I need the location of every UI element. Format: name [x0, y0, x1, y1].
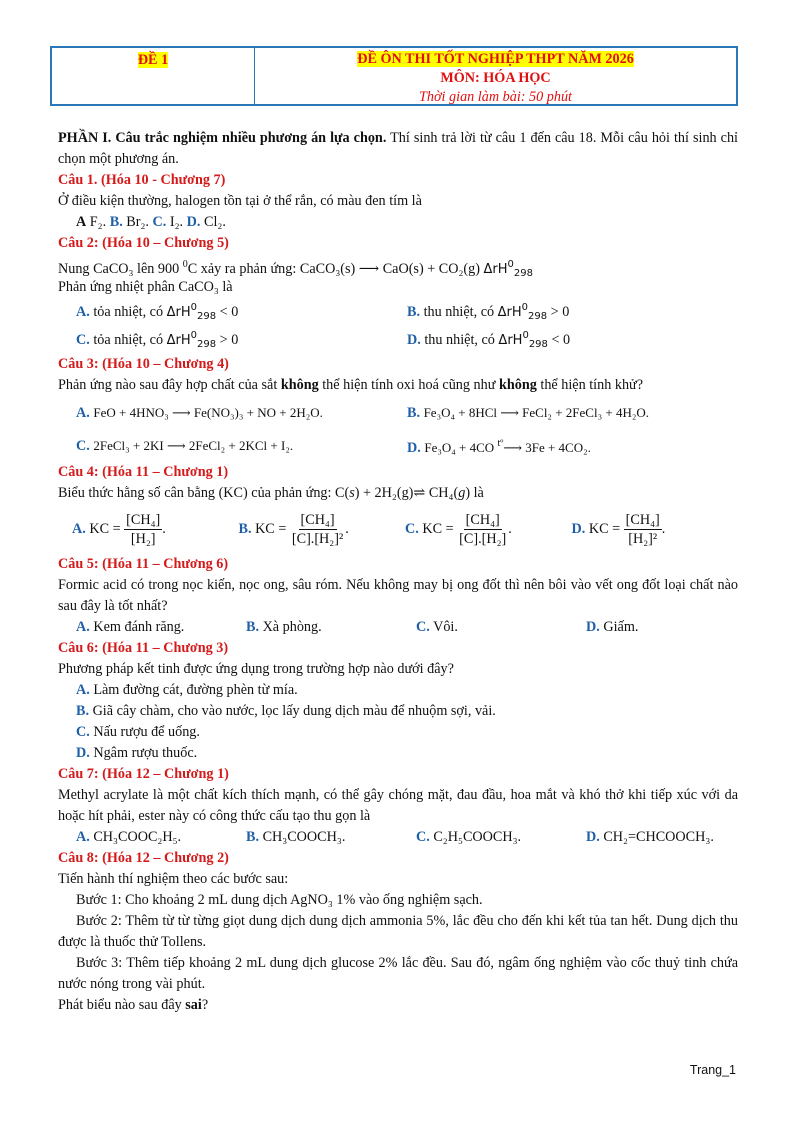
- part1-heading: PHẦN I. Câu trắc nghiệm nhiều phương án lựa chọn.: [58, 130, 387, 146]
- q4-tag: (Hóa 11 – Chương 1): [98, 464, 229, 480]
- q2-d-dh-sup: 0: [522, 330, 529, 341]
- q6-header: [58, 638, 738, 659]
- q2-c-dh-sub: 298: [197, 339, 217, 350]
- q2-stem-pre: Nung CaCO₃ lên 900: [58, 261, 183, 277]
- q4-stem-pre: Biểu thức hằng số cân bằng: [58, 485, 219, 501]
- q2-b-dh-sup: 0: [521, 302, 529, 313]
- q4-b-frac: [290, 511, 345, 548]
- q1-header: [58, 170, 738, 191]
- q2-b-dh-sub: 298: [528, 311, 548, 322]
- q2-option-a: [76, 297, 407, 327]
- q6-option-b: [58, 701, 738, 722]
- q2-c-text: tỏa nhiệt, có: [89, 332, 167, 348]
- q4-option-a: [72, 511, 239, 548]
- q3-d-label: D.: [407, 439, 421, 456]
- q5-header: [58, 554, 738, 575]
- q2-c-dh: [166, 330, 217, 350]
- q4-label: Câu 4:: [58, 464, 99, 480]
- q3-b-label: B.: [407, 404, 421, 421]
- q2-d-sign: < 0: [547, 332, 571, 348]
- q4-options: [58, 504, 738, 554]
- q4-header: [58, 462, 738, 483]
- q1-a-text: F₂.: [86, 214, 107, 230]
- q2-dh-sup: 0: [507, 259, 514, 270]
- q1-c-text: I₂.: [166, 214, 184, 230]
- q7-options: [58, 827, 738, 848]
- q6-stem: Phương pháp kết tinh được ứng dụng trong trường hợp nào dưới đây?: [58, 661, 454, 677]
- q4-b-num: [CH₄]: [300, 511, 335, 528]
- q8-step1: Bước 1: Cho khoảng 2 mL dung dịch AgNO₃ 1% vào ống nghiệm sạch.: [76, 892, 483, 908]
- q5-option-a: [76, 617, 246, 638]
- q3-stem-mid: thể hiện tính oxi hoá cũng như: [318, 377, 499, 393]
- q6-c-label: C.: [76, 724, 90, 740]
- q3-d-eq-pre: Fe₃O₄ + 4CO: [424, 439, 498, 455]
- page-number: Trang_1: [689, 1063, 736, 1077]
- q2-c-sign: > 0: [216, 332, 239, 348]
- q2-a-label: A.: [76, 304, 90, 320]
- q4-b-dot: .: [345, 520, 349, 537]
- q4-a-kc: KC =: [89, 520, 121, 537]
- q3-stem-bold2: không: [498, 377, 537, 393]
- q4-a-den: [H₂]: [130, 530, 156, 547]
- q4-b-label: B.: [238, 520, 252, 537]
- q4-stem-end: CH₄(: [425, 485, 459, 501]
- q2-d-text: thu nhiệt, có: [420, 332, 499, 348]
- q3-stem: [58, 375, 738, 396]
- q5-c-text: Vôi.: [429, 619, 458, 635]
- q2-b-sign: > 0: [547, 304, 570, 320]
- q2-a-dh: [166, 302, 217, 322]
- q2-d-dh-sym: ΔrH: [498, 333, 523, 348]
- q8-header: [58, 848, 738, 869]
- q4-d-kc: KC =: [588, 520, 621, 537]
- q7-header: [58, 764, 738, 785]
- q3-stem-post: thể hiện tính khử?: [536, 377, 644, 393]
- exam-title-cell: [255, 48, 736, 104]
- q4-d-den: [H₂]²: [628, 530, 658, 547]
- q7-tag: (Hóa 12 – Chương 1): [98, 766, 229, 782]
- q2-label: Câu 2:: [58, 235, 99, 251]
- q1-options: [58, 212, 738, 233]
- q7-stem: Methyl acrylate là một chất kích thích mạnh, có thể gây chóng mặt, đau đầu, hoa mắt và khó thở khi tiếp xúc với da hoặc hít phải, ester này có công thức cấu tạo thu gọn là: [58, 787, 738, 824]
- q2-b-text: thu nhiệt, có: [420, 304, 498, 320]
- q8-step2: Bước 2: Thêm từ từ từng giọt dung dịch dung dịch ammonia 5%, lắc đều cho đến khi kết tủa tan hết. Dung dịch thu được là thuốc thử Tollens.: [58, 913, 738, 950]
- q5-stem: Formic acid có trong nọc kiến, nọc ong, sâu róm. Nếu không may bị ong đốt thì nên bôi vào vết ong đốt loại chất nào sau đây là tốt nhất?: [58, 577, 738, 614]
- q1-b-text: Br₂.: [122, 214, 149, 230]
- q2-stem: [58, 254, 738, 277]
- q2-d-label: D.: [407, 332, 421, 348]
- q2-stem-mid: C xảy ra phản ứng: CaCO₃(s): [187, 261, 356, 277]
- q3-c-label: C.: [76, 437, 90, 454]
- q8-ask-post: ?: [201, 997, 209, 1013]
- q1-d-text: Cl₂.: [200, 214, 226, 230]
- q4-option-c: [405, 511, 572, 548]
- q5-tag: (Hóa 11 – Chương 6): [98, 556, 229, 572]
- q3-option-c: [76, 435, 407, 457]
- q3-d-cond: tº: [497, 437, 504, 449]
- q2-dh-sub: 298: [513, 268, 533, 279]
- q8-label: Câu 8:: [58, 850, 99, 866]
- q6-d-text: Ngâm rượu thuốc.: [89, 745, 198, 761]
- q3-d-eq-post: ⟶ 3Fe + 4CO₂.: [503, 439, 591, 455]
- part1-text: Thí sinh trả lời từ câu 1 đến câu 18. Mỗi câu hỏi thí sinh chỉ chọn một phương án.: [58, 130, 738, 167]
- q4-option-b: [239, 511, 406, 548]
- q2-c-label: C.: [76, 332, 90, 348]
- q7-option-b: [246, 827, 416, 848]
- q7-d-label: D.: [586, 829, 600, 845]
- exam-subject: MÔN: HÓA HỌC: [440, 70, 551, 86]
- q2-a-dh-sym: ΔrH: [166, 305, 191, 320]
- q4-a-dot: .: [162, 520, 166, 537]
- q2-dh: ΔrH: [483, 262, 508, 277]
- q5-a-text: Kem đánh răng.: [89, 619, 185, 635]
- part1-intro: [58, 128, 738, 170]
- q2-stem2: Phản ứng nhiệt phân CaCO₃ là: [58, 279, 233, 295]
- q1-d-label: D.: [183, 214, 201, 230]
- q4-c-dot: .: [508, 520, 512, 537]
- q7-c-label: C.: [416, 829, 430, 845]
- q2-tag: (Hóa 10 – Chương 5): [98, 235, 229, 251]
- q3-b-eq: Fe₃O₄ + 8HCl ⟶ FeCl₂ + 2FeCl₃ + 4H₂O.: [423, 404, 650, 420]
- q5-options: [58, 617, 738, 638]
- q3-option-a: [76, 402, 407, 424]
- q4-stem-tail: ) là: [465, 485, 484, 501]
- q4-d-dot: .: [661, 520, 666, 537]
- q2-b-label: B.: [407, 304, 421, 320]
- q6-b-text: Giã cây chàm, cho vào nước, lọc lấy dung dịch màu để nhuộm sợi, vải.: [89, 703, 496, 719]
- q4-stem-mid: của phản ứng: C(: [247, 485, 350, 501]
- q2-a-sign: < 0: [216, 304, 239, 320]
- q5-b-label: B.: [246, 619, 260, 635]
- q4-d-frac: [624, 511, 662, 548]
- q1-c-label: C.: [148, 214, 167, 230]
- q5-option-d: [586, 617, 638, 638]
- q7-b-text: CH₃COOCH₃.: [259, 829, 346, 845]
- q7-d-text: CH₂=CHCOOCH₃.: [599, 829, 714, 845]
- q7-option-c: [416, 827, 586, 848]
- q4-stem-eq: ⇌: [413, 485, 426, 501]
- q6-option-c: [58, 722, 738, 743]
- q8-step3: Bước 3: Thêm tiếp khoảng 2 mL dung dịch glucose 2% lắc đều. Sau đó, ngâm ống nghiệm vào cốc thuỷ tinh chứa nước nóng trong vài phút.: [58, 955, 738, 992]
- q3-label: Câu 3:: [58, 356, 99, 372]
- q6-label: Câu 6:: [58, 640, 99, 656]
- q7-option-d: [586, 827, 714, 848]
- q4-a-num: [CH₄]: [126, 511, 161, 528]
- q5-c-label: C.: [416, 619, 430, 635]
- q2-options-row1: [58, 298, 738, 326]
- q5-a-label: A.: [76, 619, 90, 635]
- q2-option-d: [407, 325, 738, 355]
- q6-tag: (Hóa 11 – Chương 3): [98, 640, 229, 656]
- q3-a-label: A.: [76, 404, 90, 421]
- q5-d-text: Giấm.: [599, 619, 639, 635]
- q4-stem-s: s: [349, 485, 355, 501]
- q4-a-label: A.: [72, 520, 86, 537]
- q4-stem-kc: (KC): [218, 485, 248, 501]
- q2-option-b: [407, 297, 738, 327]
- q2-d-dh-sub: 298: [528, 339, 548, 350]
- q2-enthalpy: [483, 259, 533, 279]
- q8-stem: Tiến hành thí nghiệm theo các bước sau:: [58, 871, 289, 887]
- q3-option-d: [407, 433, 738, 459]
- q5-label: Câu 5:: [58, 556, 99, 572]
- q2-a-text: tỏa nhiệt, có: [89, 304, 167, 320]
- exam-code: ĐỀ 1: [137, 52, 169, 68]
- q7-a-label: A.: [76, 829, 90, 845]
- q4-c-num: [CH₄]: [465, 511, 500, 528]
- q2-b-dh: [497, 302, 548, 322]
- q4-d-num: [CH₄]: [625, 511, 660, 528]
- q1-label: Câu 1.: [58, 172, 98, 188]
- exam-time: Thời gian làm bài: 50 phút: [418, 89, 572, 105]
- q2-c-dh-sym: ΔrH: [166, 333, 191, 348]
- q1-stem: Ở điều kiện thường, halogen tồn tại ở thể rắn, có màu đen tím là: [58, 193, 422, 209]
- q6-option-a: [58, 680, 738, 701]
- q4-stem: [58, 483, 738, 504]
- exam-header: [50, 46, 738, 106]
- q4-c-label: C.: [405, 520, 419, 537]
- q7-option-a: [76, 827, 246, 848]
- q3-options-row1: [58, 396, 738, 429]
- q6-d-label: D.: [76, 745, 90, 761]
- q6-a-label: A.: [76, 682, 90, 698]
- exam-content: [58, 128, 738, 1016]
- q3-header: [58, 354, 738, 375]
- q3-stem-pre: Phản ứng nào sau đây hợp chất của sắt: [58, 377, 281, 393]
- q4-b-kc: KC =: [255, 520, 287, 537]
- q3-c-eq: 2FeCl₃ + 2KI ⟶ 2FeCl₂ + 2KCl + I₂.: [93, 437, 294, 453]
- q6-b-label: B.: [76, 703, 90, 719]
- q3-option-b: [407, 402, 738, 424]
- q2-stem-deg: 0: [182, 259, 188, 270]
- q7-b-label: B.: [246, 829, 260, 845]
- q2-arrow: ⟶: [355, 261, 383, 277]
- q8-ask-pre: Phát biểu nào sau đây: [58, 997, 186, 1013]
- q3-tag: (Hóa 10 – Chương 4): [98, 356, 229, 372]
- q7-a-text: CH₃COOC₂H₅.: [89, 829, 182, 845]
- q1-tag: (Hóa 10 - Chương 7): [97, 172, 226, 188]
- q4-stem-g: g: [458, 485, 466, 501]
- q4-c-frac: [457, 511, 508, 548]
- q2-option-c: [76, 325, 407, 355]
- q5-option-b: [246, 617, 416, 638]
- q4-d-label: D.: [571, 520, 586, 537]
- q2-header: [58, 233, 738, 254]
- exam-code-cell: [52, 48, 255, 104]
- q5-option-c: [416, 617, 586, 638]
- q6-c-text: Nấu rượu để uống.: [89, 724, 200, 740]
- q4-b-den: [C].[H₂]²: [291, 530, 344, 547]
- q2-d-dh: [498, 330, 548, 350]
- q1-a-label: A: [76, 214, 87, 230]
- q5-d-label: D.: [586, 619, 600, 635]
- q7-label: Câu 7:: [58, 766, 99, 782]
- q1-b-label: B.: [106, 214, 123, 230]
- q3-options-row2: [58, 429, 738, 462]
- q5-b-text: Xà phòng.: [259, 619, 322, 635]
- q7-c-text: C₂H₅COOCH₃.: [429, 829, 522, 845]
- q2-stem-post: CaO(s) + CO₂(g): [382, 261, 480, 277]
- q2-c-dh-sup: 0: [190, 330, 198, 341]
- q6-option-d: [58, 743, 738, 764]
- q4-stem-mid2: ) + 2H₂(g): [354, 485, 414, 501]
- q4-option-d: [572, 511, 739, 548]
- q3-stem-bold1: không: [280, 377, 319, 393]
- q2-a-dh-sub: 298: [197, 311, 217, 322]
- q4-c-den: [C].[H₂]: [459, 530, 507, 547]
- q8-tag: (Hóa 12 – Chương 2): [98, 850, 229, 866]
- q4-a-frac: [124, 511, 162, 548]
- q4-c-kc: KC =: [422, 520, 454, 537]
- exam-title: ĐỀ ÔN THI TỐT NGHIỆP THPT NĂM 2026: [357, 51, 634, 67]
- q8-question: [58, 995, 738, 1016]
- q2-b-dh-sym: ΔrH: [497, 305, 522, 320]
- q2-a-dh-sup: 0: [190, 302, 198, 313]
- q2-options-row2: [58, 326, 738, 354]
- q3-a-eq: FeO + 4HNO₃ ⟶ Fe(NO₃)₃ + NO + 2H₂O.: [93, 404, 323, 420]
- q6-a-text: Làm đường cát, đường phèn từ mía.: [89, 682, 298, 698]
- q8-ask-bold: sai: [185, 997, 202, 1013]
